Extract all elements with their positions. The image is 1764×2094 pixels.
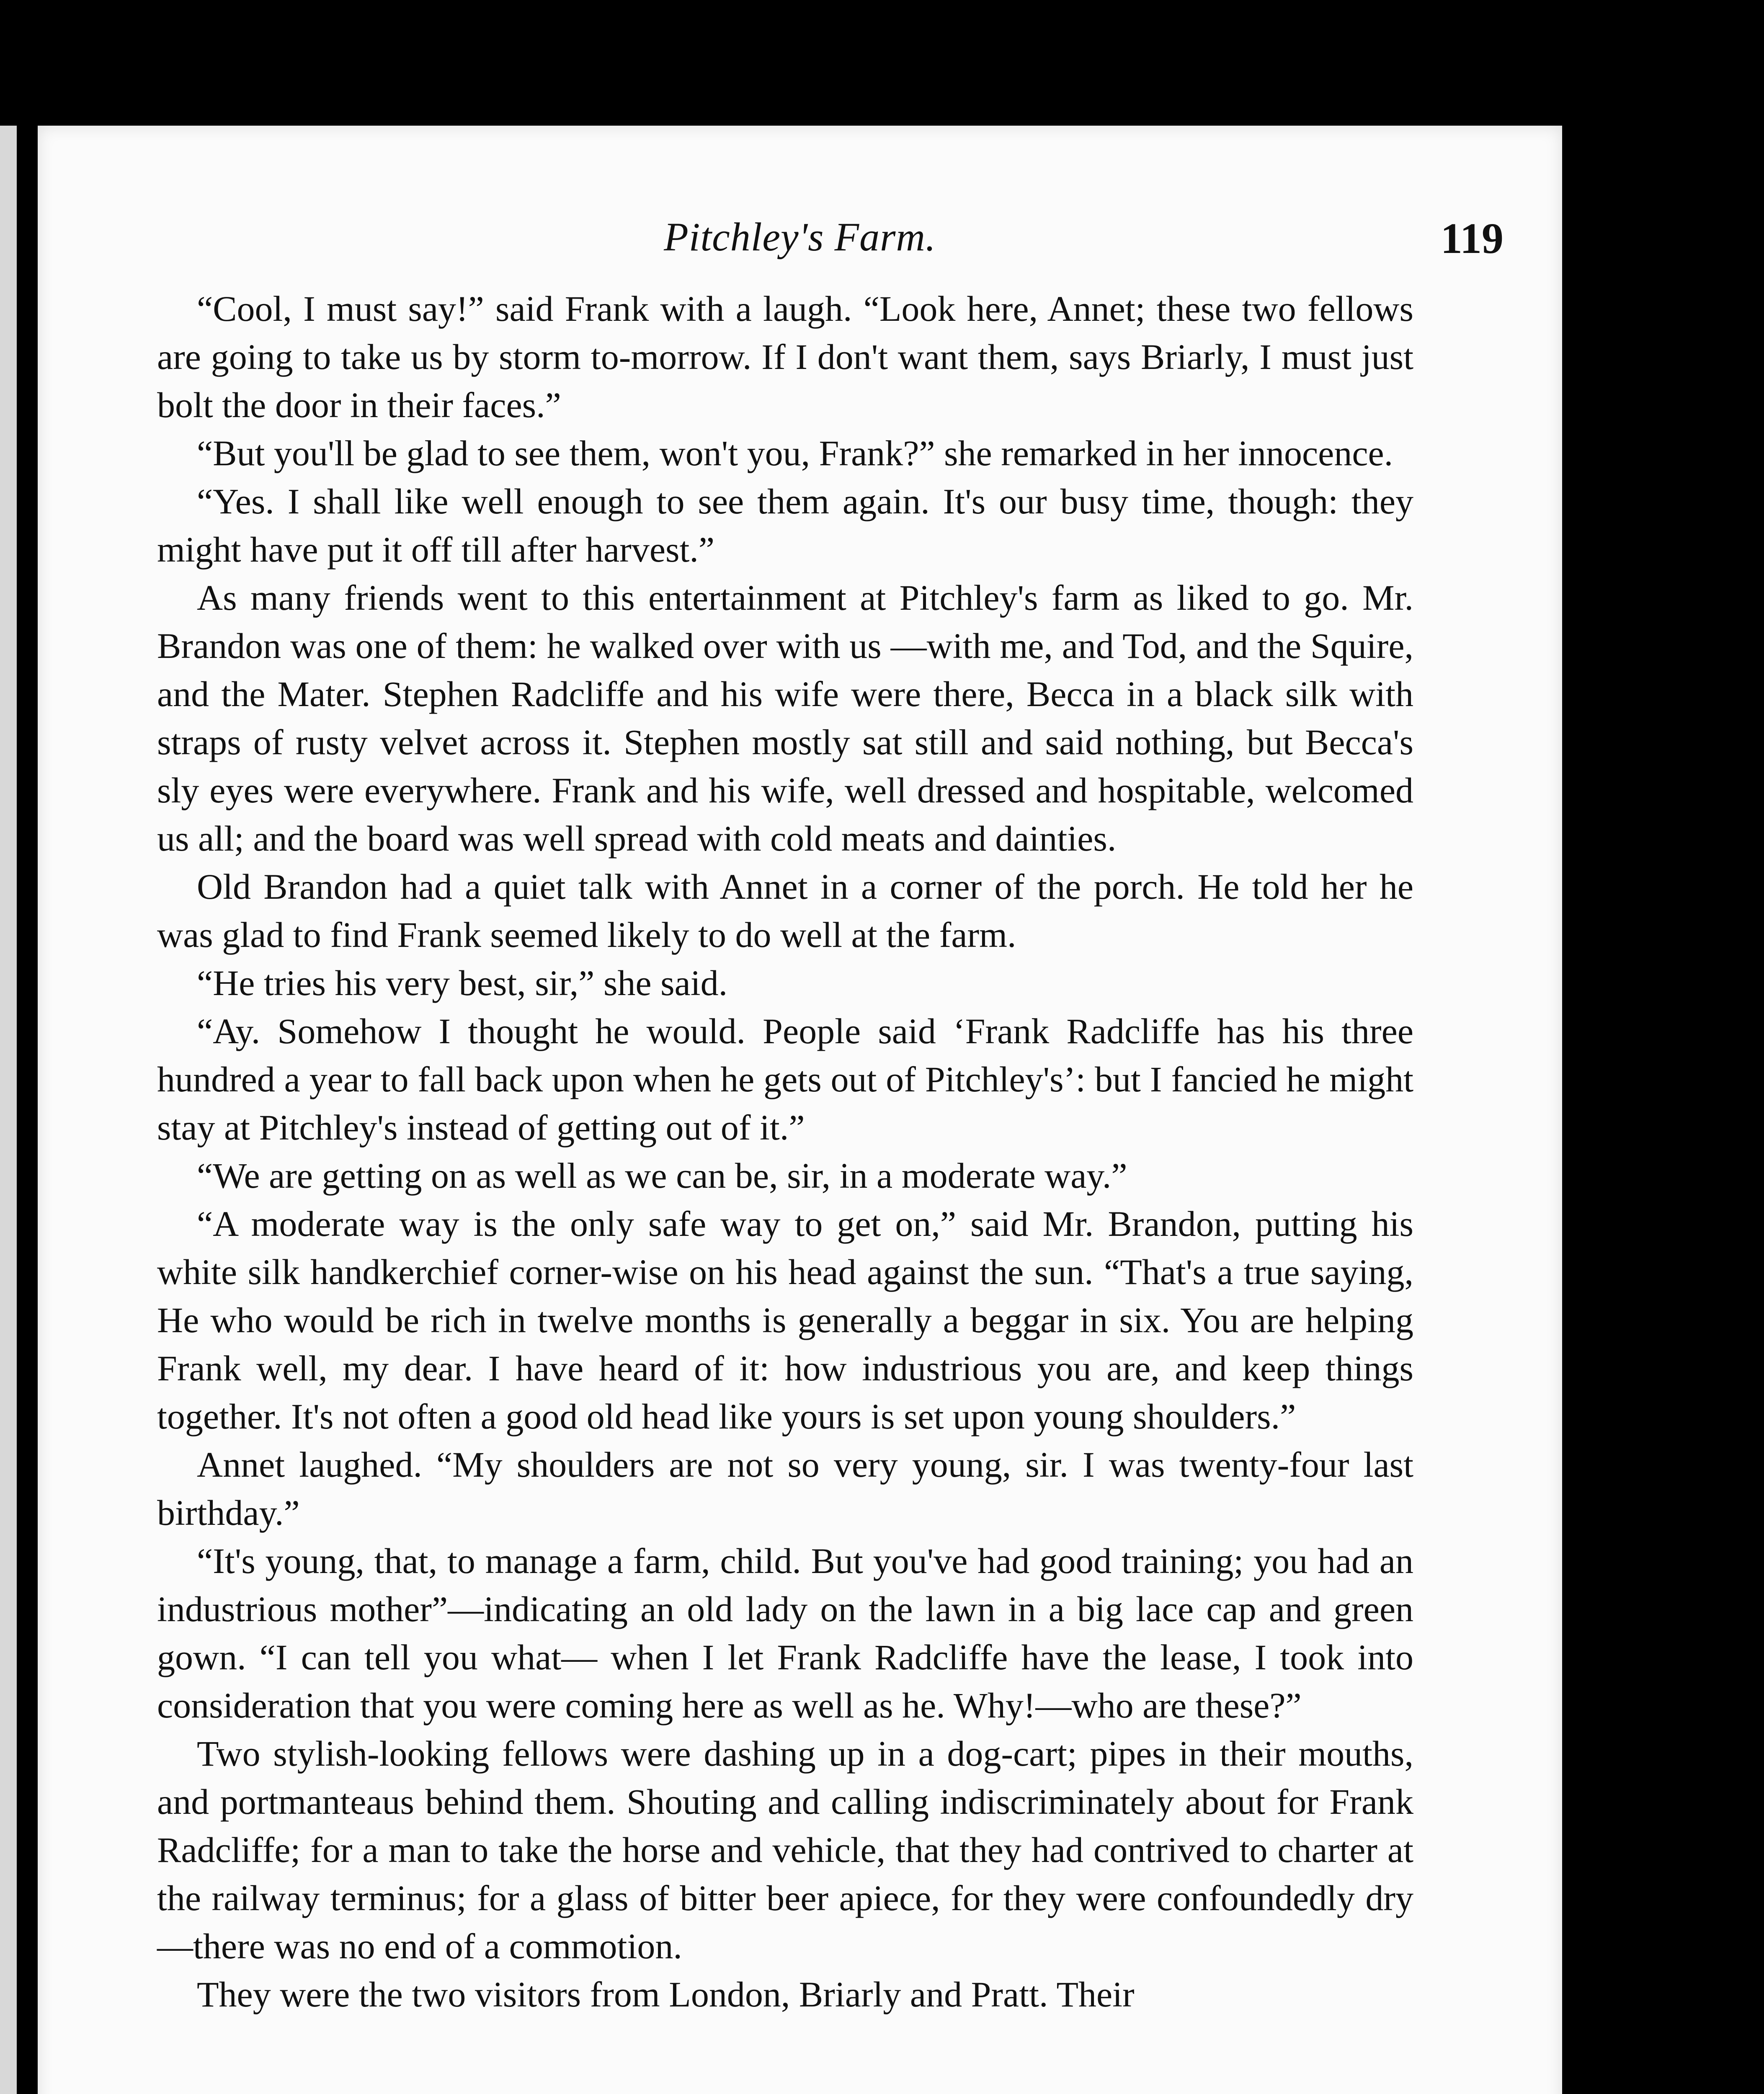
paragraph: “It's young, that, to manage a farm, child. But you've had good training; you had an industrious mother”—indicating an old lady on the lawn in a big lace cap and green gown. “I can tell you what— when I let Frank Radcliffe have the lease, I took into consideration that you were coming here as well as he. Why!—who are these?” bbox=[157, 1541, 1413, 1725]
facing-page-edge bbox=[0, 126, 17, 2094]
paragraph: They were the two visitors from London, Briarly and Pratt. Their bbox=[197, 1974, 1135, 2014]
paragraph: “A moderate way is the only safe way to get on,” said Mr. Brandon, putting his white silk handkerchief corner-wise on his head against the sun. “That's a true saying, He who would be rich in twelve months is generally a beggar in six. You are helping Frank well, my dear. I have heard of it: how industrious you are, and keep things together. It's not often a good old head like yours is set upon young shoulders.” bbox=[157, 1204, 1413, 1436]
running-head: Pitchley's Farm. bbox=[664, 214, 936, 259]
paragraph: “He tries his very best, sir,” she said. bbox=[197, 963, 728, 1003]
paragraph: “Yes. I shall like well enough to see them again. It's our busy time, though: they might have put it off till after harvest.” bbox=[157, 481, 1413, 570]
body-text bbox=[157, 285, 1413, 2019]
page-header bbox=[38, 214, 1562, 272]
paragraph: “Cool, I must say!” said Frank with a laugh. “Look here, Annet; these two fellows are going to take us by storm to-morrow. If I don't want them, says Briarly, I must just bolt the door in their faces.” bbox=[157, 289, 1413, 425]
paragraph: “We are getting on as well as we can be, sir, in a moderate way.” bbox=[197, 1155, 1127, 1196]
paragraph: Old Brandon had a quiet talk with Annet in a corner of the porch. He told her he was glad to find Frank seemed likely to do well at the farm. bbox=[157, 866, 1413, 955]
page-number: 119 bbox=[1440, 214, 1504, 263]
paragraph: As many friends went to this entertainment at Pitchley's farm as liked to go. Mr. Brandon was one of them: he walked over with us —with me, and Tod, and the Squire, and the Mater. Stephen Radcliffe and his wife were there, Becca in a black silk with straps of rusty velvet across it. Stephen mostly sat still and said nothing, but Becca's sly eyes were everywhere. Frank and his wife, well dressed and hospitable, welcomed us all; and the board was well spread with cold meats and dainties. bbox=[157, 578, 1413, 859]
book-page bbox=[38, 126, 1562, 2094]
paragraph: “Ay. Somehow I thought he would. People said ‘Frank Radcliffe has his three hundred a year to fall back upon when he gets out of Pitchley's’: but I fancied he might stay at Pitchley's instead of getting out of it.” bbox=[157, 1011, 1413, 1148]
paragraph: Annet laughed. “My shoulders are not so very young, sir. I was twenty-four last birthday.” bbox=[157, 1444, 1413, 1533]
paragraph: “But you'll be glad to see them, won't you, Frank?” she remarked in her innocence. bbox=[197, 433, 1393, 473]
paragraph: Two stylish-looking fellows were dashing up in a dog-cart; pipes in their mouths, and portmanteaus behind them. Shouting and calling indiscriminately about for Frank Radcliffe; for a man to take the horse and vehicle, that they had contrived to charter at the railway terminus; for a glass of bitter beer apiece, for they were confoundedly dry—there was no end of a commotion. bbox=[157, 1733, 1413, 1966]
